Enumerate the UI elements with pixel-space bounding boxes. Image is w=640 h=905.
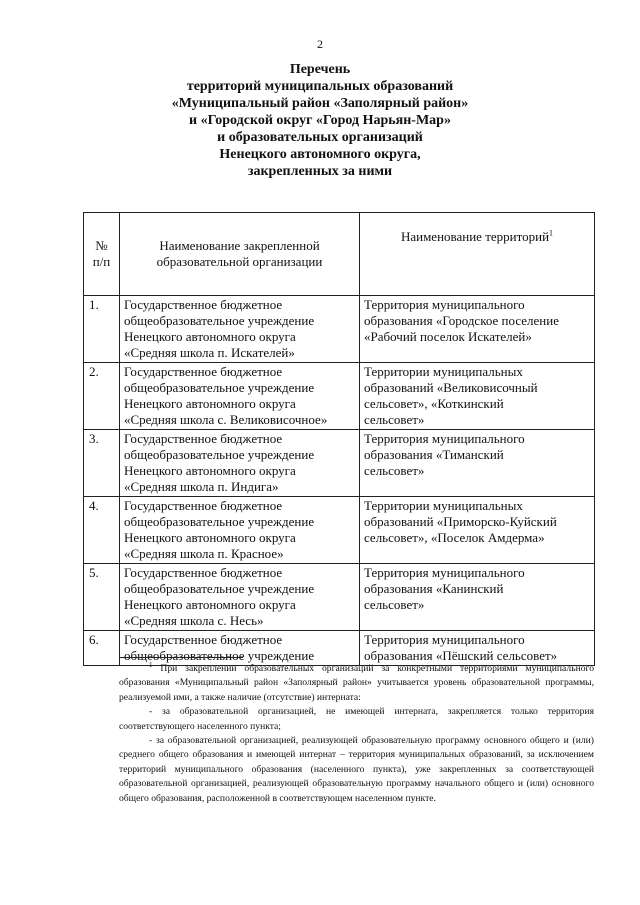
footnote (119, 662, 594, 806)
header-organization (120, 213, 360, 296)
cell-line: образования «Канинский (364, 581, 504, 596)
organization-cell (120, 363, 360, 430)
table-row (84, 564, 595, 631)
table-row (84, 430, 595, 497)
cell-line: Государственное бюджетное (124, 431, 283, 446)
footnote-paragraph: - за образовательной организацией, реализующей образовательную программу основного общего и (или) среднего общего образования и имеющей интернат – территория муниципальных образований, за исключением территорий муниципального образования (населенного пункта), уже закрепленных за соответствующей образовательной организацией, реализующей образовательную программу начального общего и (или) основного общего образования, расположенной в соответствующем населенном пункте. (119, 735, 594, 804)
row-number: 4. (84, 497, 120, 564)
cell-line: Территории муниципальных (364, 364, 523, 379)
cell-line: «Рабочий поселок Искателей» (364, 329, 532, 344)
cell-line: Государственное бюджетное (124, 297, 283, 312)
organization-cell (120, 631, 360, 666)
organization-cell (120, 497, 360, 564)
cell-line: Территория муниципального (364, 632, 525, 647)
header-org-line: Наименование закрепленной (159, 238, 320, 253)
footnote-mark: 1 (149, 660, 153, 669)
cell-line: сельсовет», «Поселок Амдерма» (364, 530, 545, 545)
row-number: 3. (84, 430, 120, 497)
cell-line: сельсовет», «Коткинский (364, 396, 504, 411)
row-number: 6. (84, 631, 120, 666)
territory-cell (360, 564, 595, 631)
cell-line: образования «Пёшский сельсовет» (364, 648, 558, 663)
cell-line: Ненецкого автономного округа (124, 329, 296, 344)
title-line: и образовательных организаций (217, 130, 423, 145)
header-territory-text: Наименование территорий (400, 229, 550, 244)
cell-line: образования «Городское поселение (364, 313, 559, 328)
cell-line: Территория муниципального (364, 297, 525, 312)
cell-line: «Средняя школа п. Красное» (124, 546, 284, 561)
row-number: 2. (84, 363, 120, 430)
title-line: закрепленных за ними (247, 164, 393, 179)
cell-line: Государственное бюджетное (124, 632, 283, 647)
table-row (84, 296, 595, 363)
cell-line: общеобразовательное учреждение (124, 514, 315, 529)
cell-line: общеобразовательное учреждение (124, 581, 315, 596)
header-num-line: п/п (92, 254, 111, 269)
header-num-line: № (95, 238, 108, 253)
footnote-paragraph (119, 662, 594, 705)
cell-line: Ненецкого автономного округа (124, 597, 296, 612)
territory-cell (360, 363, 595, 430)
territory-cell (360, 631, 595, 666)
cell-line: общеобразовательное учреждение (124, 648, 315, 663)
table-row (84, 497, 595, 564)
header-org-line: образовательной организации (156, 254, 323, 269)
title-line: и «Городской округ «Город Нарьян-Мар» (189, 113, 451, 128)
footnote-separator (119, 657, 243, 658)
row-number: 1. (84, 296, 120, 363)
cell-line: Государственное бюджетное (124, 498, 283, 513)
organization-cell (120, 564, 360, 631)
cell-line: сельсовет» (364, 463, 425, 478)
footnote-paragraph: - за образовательной организацией, не имеющей интерната, закрепляется только территория соответствующего населенного пункта; (119, 706, 594, 732)
cell-line: Ненецкого автономного округа (124, 396, 296, 411)
organization-cell (120, 430, 360, 497)
territory-cell (360, 430, 595, 497)
cell-line: «Средняя школа п. Искателей» (124, 345, 295, 360)
cell-line: Территории муниципальных (364, 498, 523, 513)
cell-line: сельсовет» (364, 597, 425, 612)
table-header-row (84, 213, 595, 296)
cell-line: Территория муниципального (364, 431, 525, 446)
page-number: 2 (317, 37, 323, 51)
cell-line: Государственное бюджетное (124, 565, 283, 580)
organization-cell (120, 296, 360, 363)
cell-line: «Средняя школа с. Несь» (124, 613, 264, 628)
territory-cell (360, 296, 595, 363)
cell-line: Ненецкого автономного округа (124, 530, 296, 545)
title-line: территорий муниципальных образований (186, 79, 454, 94)
title-line: Ненецкого автономного округа, (219, 147, 421, 162)
territory-cell (360, 497, 595, 564)
title-line: Перечень (289, 62, 351, 77)
document-title (0, 61, 640, 180)
cell-line: общеобразовательное учреждение (124, 447, 315, 462)
cell-line: Ненецкого автономного округа (124, 463, 296, 478)
header-num (84, 213, 120, 296)
cell-line: «Средняя школа с. Великовисочное» (124, 412, 328, 427)
title-line: «Муниципальный район «Заполярный район» (171, 96, 469, 111)
cell-line: Территория муниципального (364, 565, 525, 580)
table-row (84, 363, 595, 430)
header-territory (360, 213, 595, 296)
table-row (84, 631, 595, 666)
cell-line: образования «Тиманский (364, 447, 504, 462)
cell-line: общеобразовательное учреждение (124, 380, 315, 395)
row-number: 5. (84, 564, 120, 631)
cell-line: образований «Великовисочный (364, 380, 538, 395)
footnote-text: При закреплении образовательных организаций за конкретными территориями муниципального образования «Муниципальный район «Заполярный район» учитывается уровень образовательной программы, реализуемой ими, а также наличие (отсутствие) интерната: (119, 663, 594, 703)
cell-line: Государственное бюджетное (124, 364, 283, 379)
cell-line: общеобразовательное учреждение (124, 313, 315, 328)
cell-line: «Средняя школа п. Индига» (124, 479, 279, 494)
cell-line: образований «Приморско-Куйский (364, 514, 557, 529)
cell-line: сельсовет» (364, 412, 425, 427)
footnote-reference: 1 (549, 228, 554, 238)
schools-territories-table (83, 212, 595, 666)
